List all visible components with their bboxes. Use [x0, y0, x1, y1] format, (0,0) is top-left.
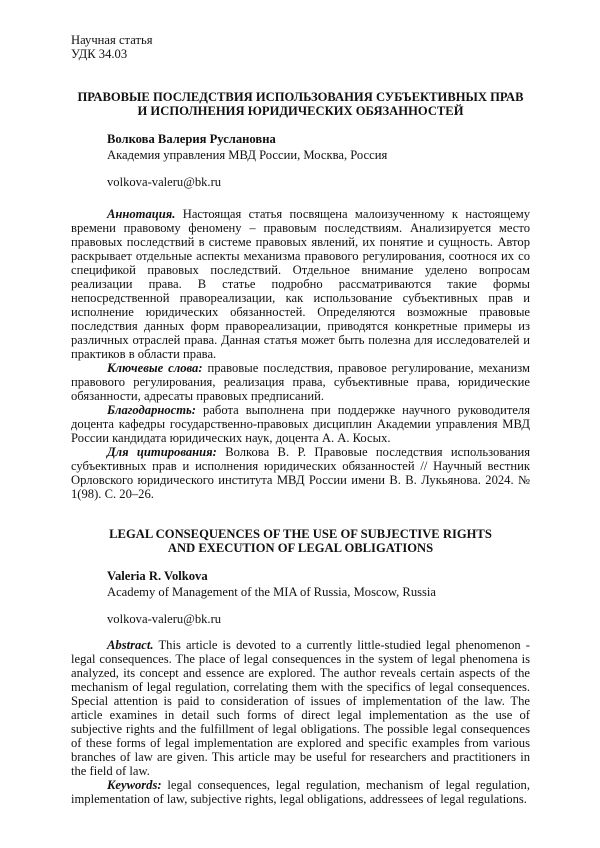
- ru-keywords: [71, 361, 530, 403]
- ru-citation: [71, 445, 530, 501]
- ru-affiliation: Академия управления МВД России, Москва, Россия: [71, 148, 530, 162]
- en-author: Valeria R. Volkova: [71, 569, 530, 583]
- en-keywords-label: Keywords:: [107, 778, 162, 792]
- en-abstract: [71, 638, 530, 778]
- ru-title-line-1: ПРАВОВЫЕ ПОСЛЕДСТВИЯ ИСПОЛЬЗОВАНИЯ СУБЪЕКТИВНЫХ ПРАВ: [71, 90, 530, 104]
- ru-citation-text: Волкова В. Р. Правовые последствия использования субъективных прав и исполнения юридических обязанностей // Научный вестник Орловского юридического института МВД России имени В. В. Лукьянова. 2024. № 1(98). С. 20–26.: [71, 445, 530, 501]
- ru-abstract: [71, 207, 530, 361]
- en-abstract-text: This article is devoted to a currently little-studied legal phenomenon - legal consequences. The place of legal consequences in the system of legal phenomena is analyzed, its concept and essence are explored. The author reveals certain aspects of the mechanism of legal regulation, correlating them with the specifics of legal consequences. Special attention is paid to consideration of issues of implementation of the law. The article examines in detail such forms of direct legal implementation as the use of subjective rights and the fulfillment of legal obligations. The possible legal consequences of these forms of legal implementation are explored and specific examples from various branches of law are given. This article may be useful for researchers and practitioners in the field of law.: [71, 638, 530, 778]
- ru-abstract-text: Настоящая статья посвящена малоизученному к настоящему времени правовому феномену – правовым последствиям. Анализируется место правовых последствий в системе правовых явлений, их понятие и сущность. Автор раскрывает отдельные аспекты механизма правового регулирования, соотнося их со спецификой правовых последствий. Отдельное внимание уделено вопросам реализации права. В статье подробно рассматриваются такие формы непосредственной правореализации, как использование субъективных прав и исполнение юридических обязанностей. Определяются возможные правовые последствия данных форм правореализации, приводятся конкретные примеры из различных отраслей права. Данная статья может быть полезна для исследователей и практиков в области права.: [71, 207, 530, 361]
- ru-email[interactable]: volkova-valeru@bk.ru: [71, 175, 530, 189]
- en-email[interactable]: volkova-valeru@bk.ru: [71, 612, 530, 626]
- ru-citation-label: Для цитирования:: [107, 445, 217, 459]
- ru-thanks-text: работа выполнена при поддержке научного руководителя доцента кафедры государственно-правовых дисциплин Академии управления МВД России кандидата юридических наук, доцента А. А. Косых.: [71, 403, 530, 445]
- ru-title-line-2: И ИСПОЛНЕНИЯ ЮРИДИЧЕСКИХ ОБЯЗАННОСТЕЙ: [71, 104, 530, 118]
- en-affiliation: Academy of Management of the MIA of Russia, Moscow, Russia: [71, 585, 530, 599]
- en-abstract-label: Abstract.: [107, 638, 154, 652]
- udk-code: УДК 34.03: [71, 47, 530, 61]
- ru-abstract-label: Аннотация.: [107, 207, 175, 221]
- ru-keywords-label: Ключевые слова:: [107, 361, 203, 375]
- en-title-line-2: AND EXECUTION OF LEGAL OBLIGATIONS: [71, 541, 530, 555]
- ru-thanks-label: Благодарность:: [107, 403, 196, 417]
- article-type: Научная статья: [71, 33, 530, 47]
- ru-thanks: [71, 403, 530, 445]
- en-title-line-1: LEGAL CONSEQUENCES OF THE USE OF SUBJECTIVE RIGHTS: [71, 527, 530, 541]
- en-keywords: [71, 778, 530, 806]
- en-keywords-text: legal consequences, legal regulation, mechanism of legal regulation, implementation of law, subjective rights, legal obligations, addressees of legal regulations.: [71, 778, 530, 806]
- document-page: [71, 33, 530, 806]
- ru-author: Волкова Валерия Руслановна: [71, 132, 530, 146]
- ru-keywords-text: правовые последствия, правовое регулирование, механизм правового регулирования, реализация права, субъективные права, юридические обязанности, адресаты правовых предписаний.: [71, 361, 530, 403]
